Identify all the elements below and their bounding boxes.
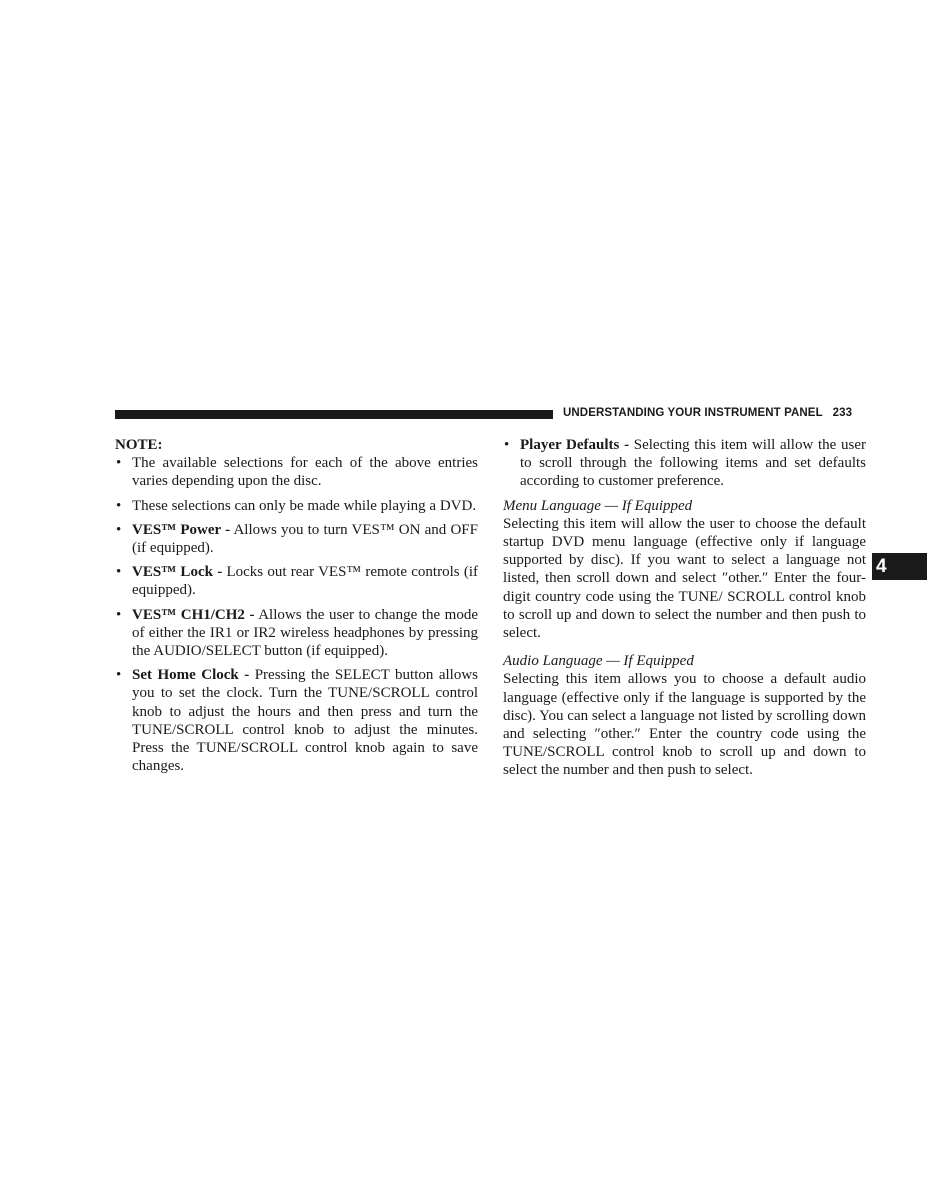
chapter-tab xyxy=(872,553,927,580)
item-text: These selections can only be made while playing a DVD. xyxy=(132,497,477,514)
item-lead: Player Defaults - xyxy=(520,437,630,453)
bullet-icon: • xyxy=(116,521,122,538)
item-lead: VES™ CH1/CH2 - xyxy=(132,606,255,623)
note-heading: NOTE: xyxy=(115,437,163,453)
bullet-icon: • xyxy=(116,455,122,472)
menu-language-body: Selecting this item will allow the user to choose the default startup DVD menu language (effective only if language supported by disc). If you want to select a language not listed, then scroll down and select ″other.″ Enter the four-digit country code using the TUNE/ SCROLL control knob to scroll up and down to select the number and then push to select. xyxy=(503,515,866,642)
list-item xyxy=(115,497,478,515)
list-item xyxy=(115,521,478,557)
page-number: 233 xyxy=(832,407,853,419)
item-lead: VES™ Power - xyxy=(132,521,231,538)
header-title: UNDERSTANDING YOUR INSTRUMENT PANEL xyxy=(563,407,823,419)
audio-language-body: Selecting this item allows you to choose a default audio language (effective only if the language is supported by the disc). You can select a language not listed by scrolling down and selecting ″other.″ Enter the country code using the TUNE/SCROLL control knob to scroll up and down to select the number and then push to select. xyxy=(503,671,866,779)
item-text: Allows the user to change the mode of either the IR1 or IR2 wireless headphones by pressing the AUDIO/SELECT button (if equipped). xyxy=(132,606,478,660)
item-text: Pressing the SELECT button allows you to set the clock. Turn the TUNE/SCROLL control knob to adjust the hours and then press and turn the TUNE/SCROLL control knob to adjust the minutes. Press the TUNE/SCROLL control knob again to save changes. xyxy=(132,667,479,775)
list-item xyxy=(115,563,478,599)
bullet-icon: • xyxy=(116,667,122,684)
menu-language-heading: Menu Language — If Equipped xyxy=(503,497,693,514)
bullet-icon: • xyxy=(116,606,122,623)
list-item xyxy=(115,666,478,775)
item-lead: Set Home Clock - xyxy=(132,667,250,684)
bullet-icon: • xyxy=(116,497,122,514)
item-text: Allows you to turn VES™ ON and OFF (if equipped). xyxy=(132,521,478,557)
note-list xyxy=(115,454,478,775)
right-column xyxy=(503,436,866,780)
item-text: Selecting this item will allow the user to scroll through the following items and set defaults according to customer preference. xyxy=(520,437,866,490)
list-item xyxy=(503,436,866,491)
chapter-number: 4 xyxy=(876,555,887,577)
header-rule xyxy=(115,410,553,419)
audio-language-heading: Audio Language — If Equipped xyxy=(503,653,694,670)
list-item xyxy=(115,606,478,661)
left-column xyxy=(115,436,478,781)
bullet-icon: • xyxy=(116,564,122,581)
bullet-icon: • xyxy=(504,437,510,453)
item-text: Locks out rear VES™ remote controls (if equipped). xyxy=(132,564,478,599)
item-text: The available selections for each of the above entries varies depending upon the disc. xyxy=(132,455,478,490)
item-lead: VES™ Lock - xyxy=(132,564,223,581)
defaults-list xyxy=(503,436,866,491)
list-item xyxy=(115,454,478,490)
running-header xyxy=(563,407,852,419)
